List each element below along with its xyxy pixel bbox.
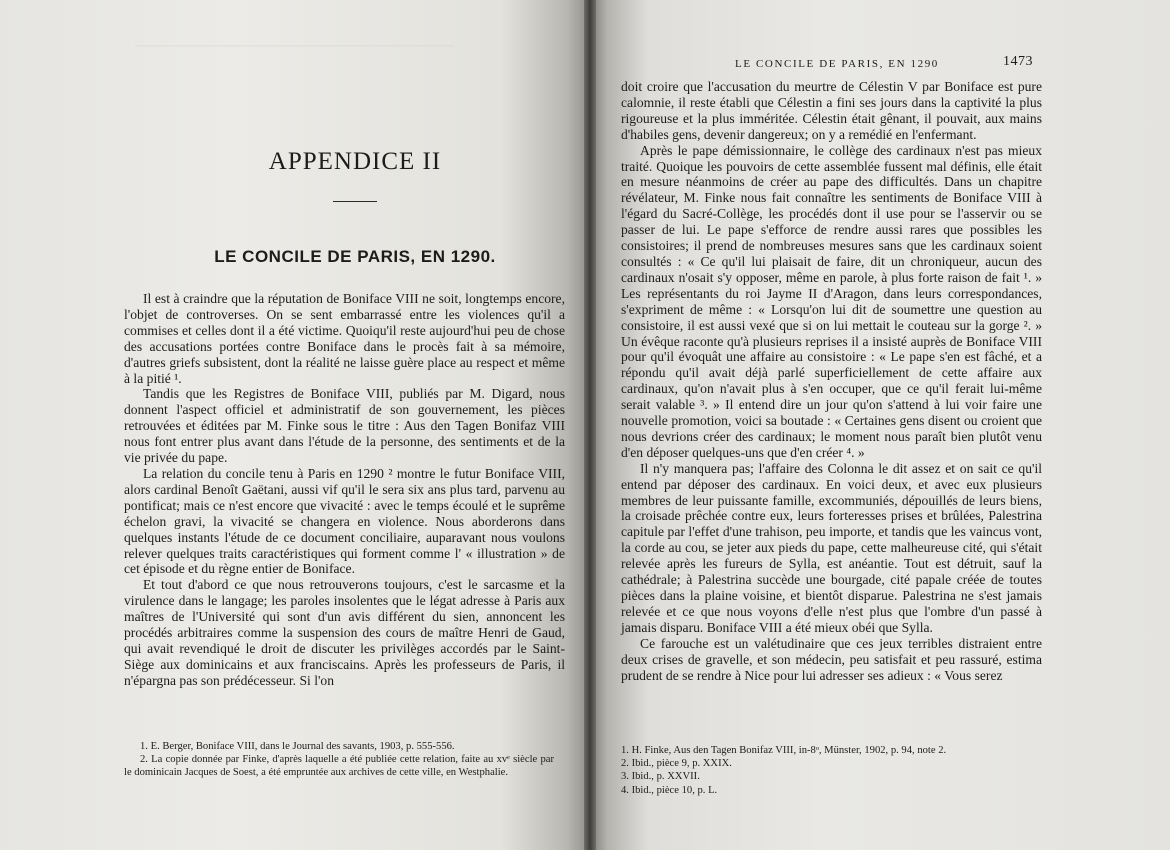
paragraph: doit croire que l'accusation du meurtre de Célestin V par Boniface est pure calomnie, il reste établi que Célestin a fini ses jours dans la captivité la plus rigoureuse et la plus imméritée. Célestin était gênant, il pouvait, aux mains d'habiles gens, devenir dangereux; on y a remédié en l'enfermant.	[621, 79, 1042, 142]
footnote: 2. La copie donnée par Finke, d'après laquelle a été publiée cette relation, faite au xvᵉ siècle par le dominicain Jacques de Soest, a été empruntée aux archives de cette ville, en Westphalie.	[124, 754, 554, 779]
title-rule	[333, 201, 377, 202]
right-footnotes	[621, 744, 1042, 797]
footnote: 2. Ibid., pièce 9, p. XXIX.	[621, 758, 732, 770]
running-head: LE CONCILE DE PARIS, EN 1290	[735, 58, 939, 70]
right-body-text	[621, 79, 1042, 683]
paragraph: Il n'y manquera pas; l'affaire des Colonna le dit assez et on sait ce qu'il entend par déposer des cardinaux. En voici deux, et avec eux plusieurs membres de leur puissante famille, excommuniés, dépouillés de leurs biens, la croisade prêchée contre eux, leurs forteresses prises et brûlées, Palestrina capitule par l'effet d'une trahison, peu importe, et tandis que les vaincus vont, la corde au cou, se jeter aux pieds du pape, cette malheureuse cité, qui s'était relevée après les fureurs de Sylla, est anéantie. Tout est détruit, sauf la cathédrale; à Palestrina succède une bourgade, cité papale créée de toutes pièces dans la plaine voisine, et bientôt disparue. Palestrina ne s'est jamais relevée et ce que nous voyons d'elle n'est plus que l'ombre d'un passé à jamais disparu. Boniface VIII a été mieux obéi que Sylla.	[621, 460, 1042, 635]
paragraph: Il est à craindre que la réputation de Boniface VIII ne soit, longtemps encore, l'objet de controverses. On se sent embarrassé entre les violences qu'il a commises et celles dont il a été victime. Quoiqu'il reste aujourd'hui peu de chose des accusations portées contre Boniface dans le procès fait à sa mémoire, d'autres griefs subsistent, dont la réalité ne laisse guère place au respect et même à la pitié ¹.	[124, 291, 565, 386]
footnote: 1. E. Berger, Boniface VIII, dans le Journal des savants, 1903, p. 555-556.	[140, 741, 455, 752]
paragraph: Tandis que les Registres de Boniface VIII, publiés par M. Digard, nous donnent l'aspect officiel et administratif de son gouvernement, les pièces retrouvées et éditées par M. Finke sous le titre : Aus den Tagen Bonifaz VIII nous font entrer plus avant dans l'étude de la personne, des sentiments et de la vie privée du pape.	[124, 386, 565, 466]
page-number: 1473	[1003, 54, 1033, 69]
show-through-text: ─────────────────────────────────────────────	[135, 41, 454, 52]
footnote: 3. Ibid., p. XXVII.	[621, 771, 700, 783]
paragraph: Ce farouche est un valétudinaire que ces jeux terribles distraient entre deux crises de gravelle, et son médecin, peu satisfait et peu rassuré, estima prudent de se rendre à Nice pour lui adresser ses adieux : « Vous serez	[621, 635, 1042, 683]
footnote: 1. H. Finke, Aus den Tagen Bonifaz VIII, in-8ᵒ, Münster, 1902, p. 94, note 2.	[621, 745, 947, 756]
appendix-title: APPENDICE II	[268, 148, 442, 175]
paragraph: Après le pape démissionnaire, le collège des cardinaux n'est pas mieux traité. Quoique les pouvoirs de cette assemblée fussent mal définis, elle était en mesure néanmoins de créer au pape des difficultés. Dans un chapitre révélateur, M. Finke nous fait connaître les sentiments de Boniface VIII à l'égard du Sacré-Collège, les procédés dont il use pour se l'asservir ou se passer de lui. Le pape s'efforce de rendre aussi rares que possibles les consistoires; il prend de nombreuses mesures sans que les cardinaux soient consultés : « Ce qu'il lui plaisait de faire, dit un chroniqueur, aucun des cardinaux n'osait s'y opposer, même en parole, à plus forte raison de fait ¹. » Les représentants du roi Jayme II d'Aragon, dans leurs correspondances, s'expriment de même : « Lorsqu'on lui dit de soumettre une question au consistoire, il est aussi vexé que si on lui mettait le couteau sur la gorge ². » Un évêque raconte qu'à plusieurs reprises il a insisté auprès de Boniface VIII pour qu'il évoquât une affaire au consistoire : « Le pape s'en est fâché, et a répondu qu'il avait déjà parlé superficiellement de cette affaire aux cardinaux, qu'on n'avait plus à s'en occuper, que ce qu'il ferait lui-même serait valable ³. » Il entend dire un jour qu'on s'attend à lui voir faire une nouvelle promotion, voici sa boutade : « Certaines gens disent ou croient que nous devrions créer des cardinaux; le moment nous paraît bien plutôt venu d'en déposer quelques-uns que d'en créer ⁴. »	[621, 142, 1042, 460]
paragraph: La relation du concile tenu à Paris en 1290 ² montre le futur Boniface VIII, alors cardinal Benoît Gaëtani, aussi vif qu'il le sera six ans plus tard, parvenu au pontificat; mais ce n'est encore que vivacité : avec le temps écoulé et le suprême échelon gravi, la vivacité se changera en violence. Nous aborderons dans quelques instants l'étude de ce document conciliaire, auparavant nous voulons relever quelques traits caractéristiques qui forment comme l' « illustration » de cet épisode et du règne entier de Boniface.	[124, 465, 565, 577]
left-body-text	[124, 291, 565, 689]
book-gutter	[584, 0, 596, 850]
left-footnotes	[124, 740, 554, 780]
paragraph: Et tout d'abord ce que nous retrouverons toujours, c'est le sarcasme et la virulence dans le langage; les paroles insolentes que le légat adresse à Paris aux maîtres de l'Université qui sont d'un avis différent du sien, annoncent les procédés arbitraires comme la suspension des cours de maître Henri de Gaud, qui avait revendiqué le droit de discuter les privilèges accordés par le Saint-Siège aux dominicains et aux franciscains. Après les professeurs de Paris, il n'épargna pas son prédécesseur. Si l'on	[124, 577, 565, 688]
section-title: LE CONCILE DE PARIS, EN 1290.	[214, 247, 496, 266]
footnote: 4. Ibid., pièce 10, p. L.	[621, 784, 718, 796]
